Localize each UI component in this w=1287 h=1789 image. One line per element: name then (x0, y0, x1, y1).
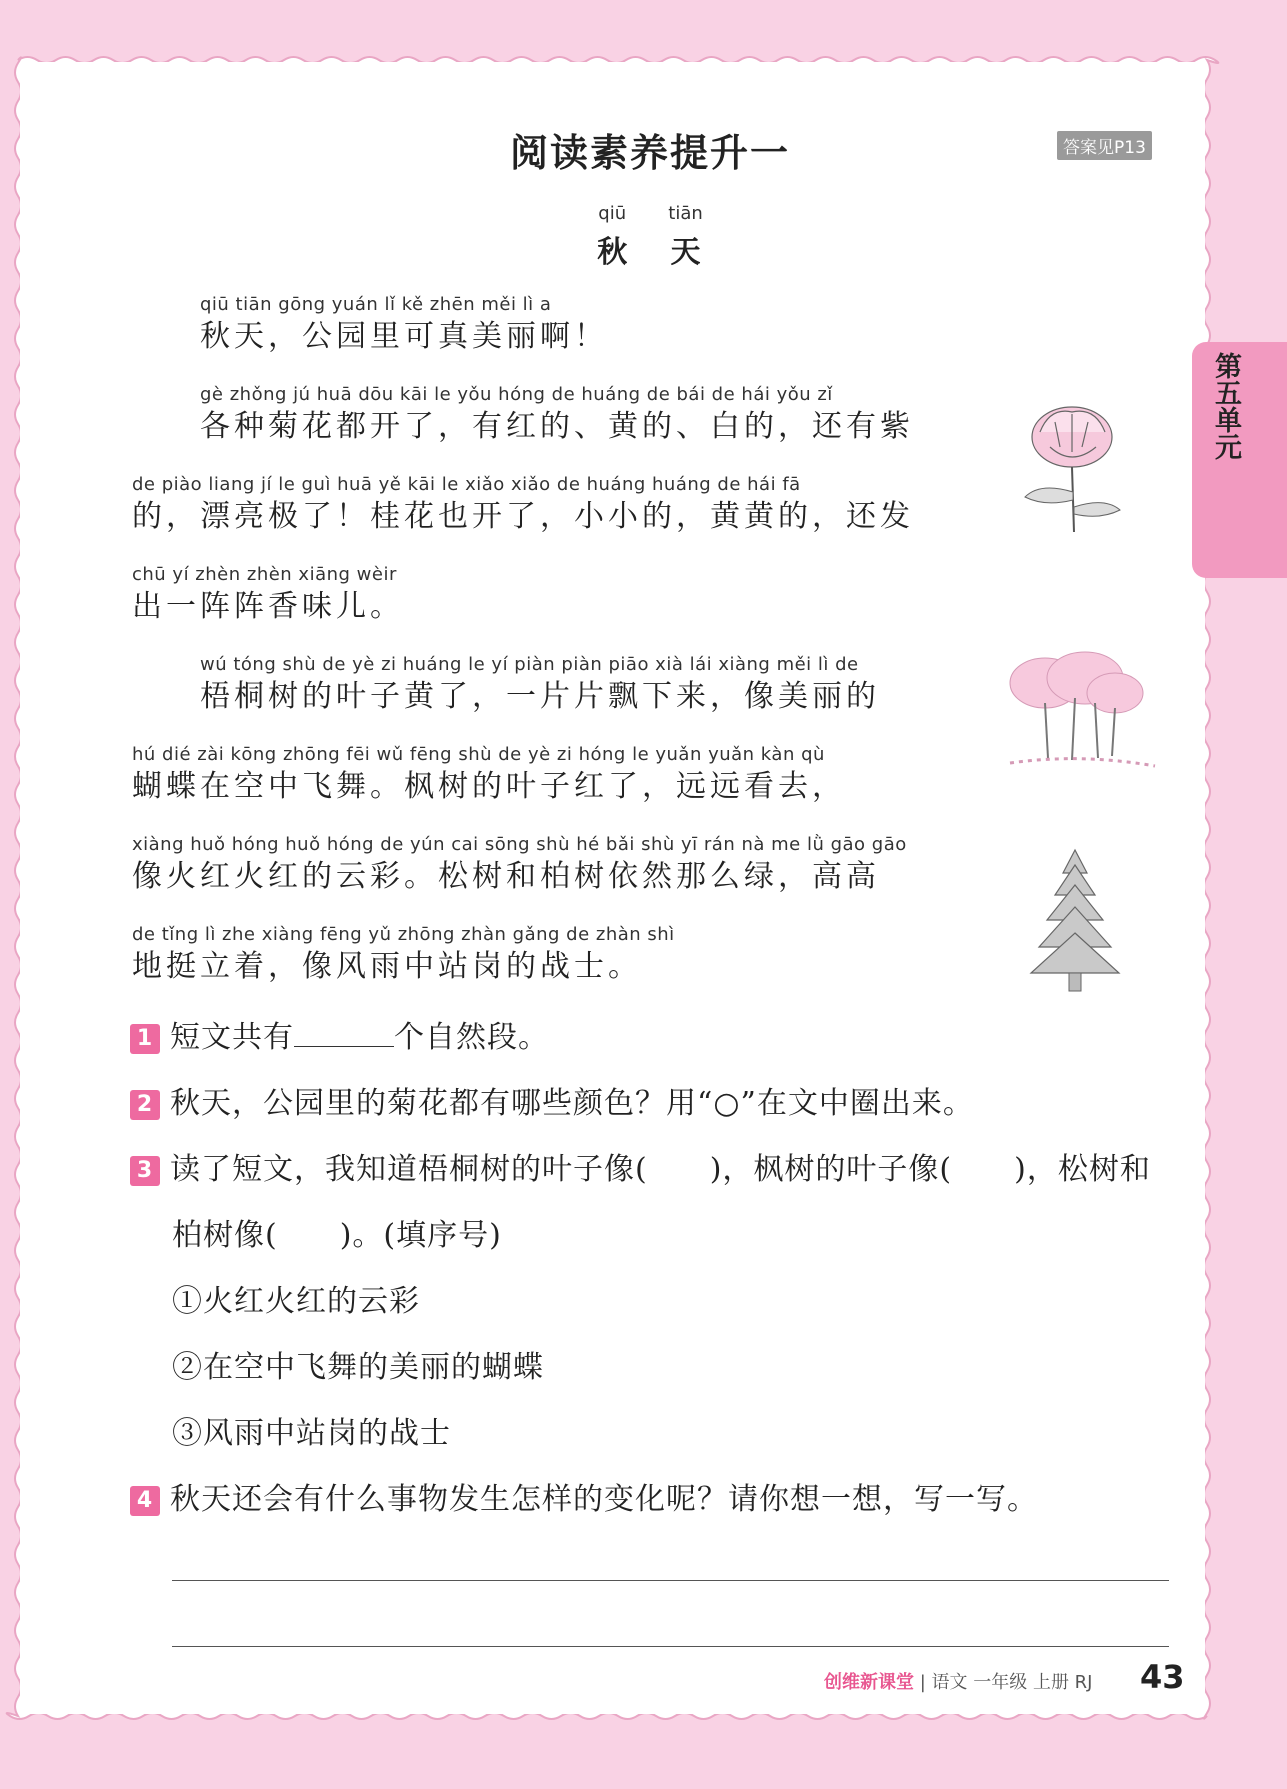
option-3: ③风雨中站岗的战士 (172, 1416, 451, 1451)
page-number: 43 (1140, 1658, 1185, 1696)
workbook-page: 阅读素养提升一 答案见P13 第五单元 qiū 秋 tiān 天 qiū tiān gōng yuán lǐ kě zhēn měi lì a 秋天，公园里可真美丽啊！ gè zhǒng jú huā dōu kāi le yǒu hóng de huáng de bái de hái yǒu zǐ 各种菊花都开了，有红的、黄的、白的，还有紫 de piào liang jí le guì huā yě kāi le xiǎo xiǎo de huáng huáng de hái fā 的，漂亮极了！桂花也开了，小小的，黄黄的，还发 chū yí zhèn zhèn xiāng wèir 出一阵阵香味儿。 wú tóng shù de yè zi huáng le yí piàn piàn piāo xià lái xiàng měi lì de 梧桐树的叶子黄了，一片片飘下来，像美丽的 hú dié zài kōng zhōng fēi wǔ fēng shù de yè zi hóng le yuǎn yuǎn kàn qù 蝴蝶在空中飞舞。枫树的叶子红了，远远看去， xiàng huǒ hóng huǒ hóng de yún cai sōng shù hé bǎi shù yī rán nà me lǜ gāo gāo 像火红火红的云彩。松树和柏树依然那么绿，高高 de tǐng lì zhe xiàng fēng yǔ zhōng zhàn gǎng de zhàn shì 地挺立着，像风雨中站岗的战士。 1 短文共有 个自然段。 2 秋天，公园里的菊花都有哪些颜色？用“○”在文中圈出来。 3 读了短文，我知道梧桐树的叶子像( )，枫树的叶子像( )，松树和 柏树像( )。(填序号) ①火红火红的云彩 ②在空中飞舞的美丽的蝴蝶 ③风雨中站岗的战士 4 秋天还会有什么事物发生怎样的变化呢？请你想一想，写一写。 创维新课堂 | 语文 一年级 上册 RJ 43 (0, 0, 1287, 1789)
question-3: 3 读了短文，我知道梧桐树的叶子像( )，枫树的叶子像( )，松树和 (130, 1144, 1151, 1188)
chrysanthemum-illustration (1010, 392, 1130, 537)
passage-line: qiū tiān gōng yuán lǐ kě zhēn měi lì a 秋天，公园里可真美丽啊！ (200, 294, 608, 354)
passage-line: wú tóng shù de yè zi huáng le yí piàn piàn piāo xià lái xiàng měi lì de 梧桐树的叶子黄了，一片片飘下来，像美丽的 (200, 654, 880, 714)
wutong-trees-illustration (1000, 648, 1160, 783)
passage-line: de tǐng lì zhe xiàng fēng yǔ zhōng zhàn gǎng de zhàn shì 地挺立着，像风雨中站岗的战士。 (132, 924, 675, 984)
book-info: 语文 一年级 上册 RJ (931, 1672, 1093, 1693)
question-4: 4 秋天还会有什么事物发生怎样的变化呢？请你想一想，写一写。 (130, 1474, 1038, 1518)
question-number-badge: 4 (130, 1486, 160, 1516)
brand-name: 创维新课堂 (824, 1672, 914, 1693)
passage-line: de piào liang jí le guì huā yě kāi le xiǎo xiǎo de huáng huáng de hái fā 的，漂亮极了！桂花也开了，小小的，黄黄的，还发 (132, 474, 914, 534)
writing-line[interactable] (172, 1646, 1169, 1647)
footer (824, 1668, 1093, 1694)
writing-line[interactable] (172, 1580, 1169, 1581)
question-2: 2 秋天，公园里的菊花都有哪些颜色？用“○”在文中圈出来。 (130, 1078, 974, 1122)
unit-side-tab: 第五单元 (1192, 342, 1287, 578)
answer-blank[interactable] (294, 1022, 394, 1047)
question-3-line-2: 柏树像( )。(填序号) (172, 1218, 502, 1253)
option-1: ①火红火红的云彩 (172, 1284, 420, 1319)
option-2: ②在空中飞舞的美丽的蝴蝶 (172, 1350, 544, 1385)
question-1: 1 短文共有 个自然段。 (130, 1012, 549, 1056)
passage-line: xiàng huǒ hóng huǒ hóng de yún cai sōng shù hé bǎi shù yī rán nà me lǜ gāo gāo 像火红火红的云彩。松树和柏树依然那么绿，高高 (132, 834, 907, 894)
passage-line: chū yí zhèn zhèn xiāng wèir 出一阵阵香味儿。 (132, 564, 404, 624)
passage-line: gè zhǒng jú huā dōu kāi le yǒu hóng de huáng de bái de hái yǒu zǐ 各种菊花都开了，有红的、黄的、白的，还有紫 (200, 384, 914, 444)
question-number-badge: 3 (130, 1156, 160, 1186)
question-number-badge: 2 (130, 1090, 160, 1120)
pine-tree-illustration (1025, 845, 1125, 995)
passage-line: hú dié zài kōng zhōng fēi wǔ fēng shù de yè zi hóng le yuǎn yuǎn kàn qù 蝴蝶在空中飞舞。枫树的叶子红了，远远看去， (132, 744, 846, 804)
answer-reference-badge: 答案见P13 (1057, 131, 1152, 160)
footer-divider: | (914, 1672, 932, 1693)
question-number-badge: 1 (130, 1024, 160, 1054)
passage-title: qiū 秋 tiān 天 (597, 203, 703, 270)
